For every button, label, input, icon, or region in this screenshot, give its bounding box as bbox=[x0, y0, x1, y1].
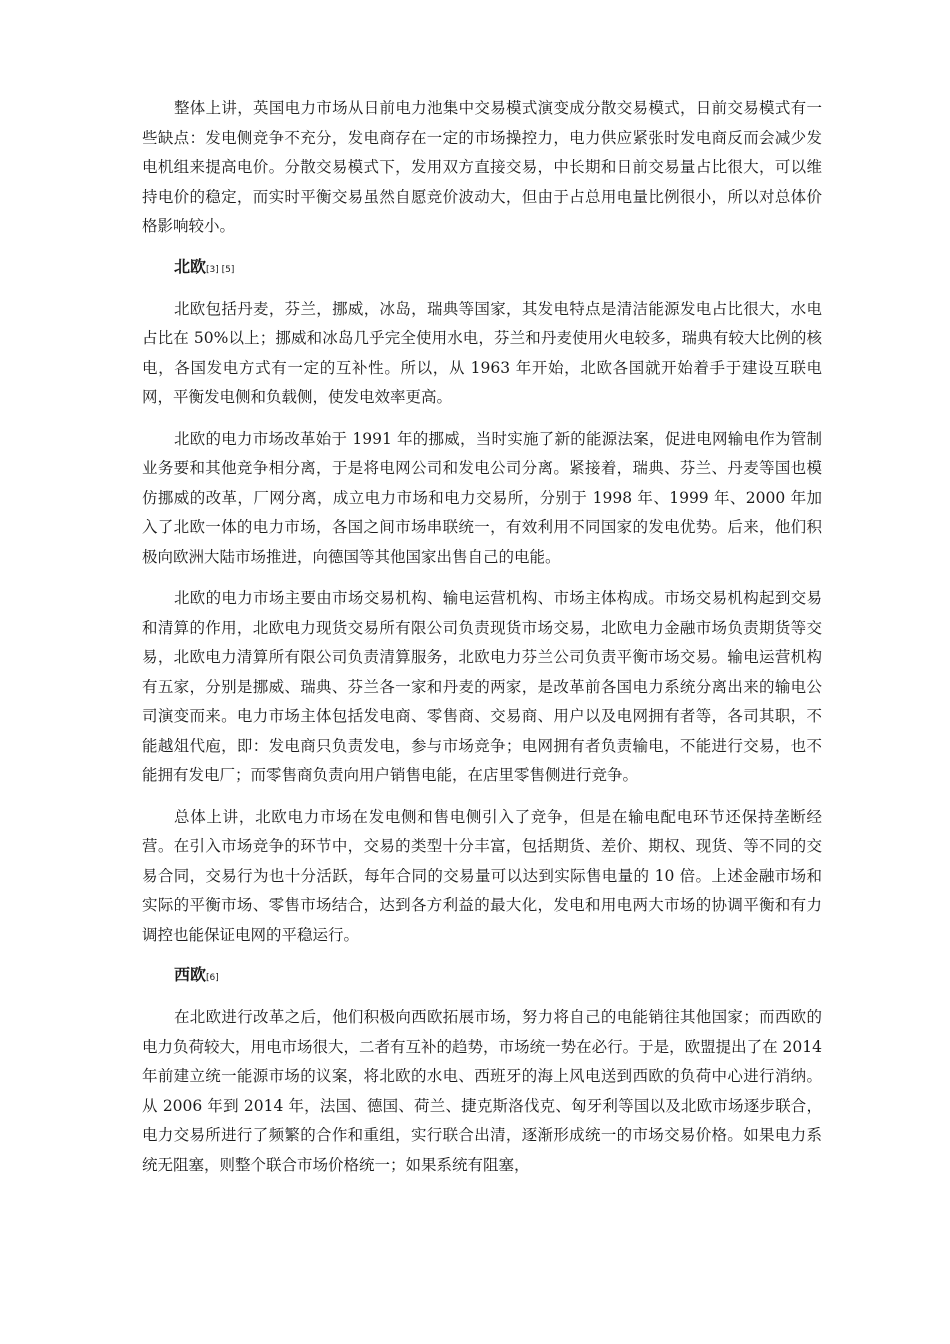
reference-marker: [6] bbox=[206, 973, 219, 983]
heading-text: 西欧 bbox=[174, 965, 207, 984]
document-page bbox=[142, 94, 822, 1192]
heading-text: 北欧 bbox=[174, 256, 207, 276]
paragraph-western-europe: 在北欧进行改革之后，他们积极向西欧拓展市场，努力将自己的电能销往其他国家；而西欧的电力负荷较大，用电市场很大，二者有互补的趋势，市场统一势在必行。于是，欧盟提出了在 2014 年前建立统一能源市场的议案，将北欧的水电、西班牙的海上风电送到西欧的负荷中心进行消纳。从 2006 年到 2014 年，法国、德国、荷兰、捷克斯洛伐克、匈牙利等国以及北欧市场逐步联合，电力交易所进行了频繁的合作和重组，实行联合出清，逐渐形成统一的市场交易价格。如果电力系统无阻塞，则整个联合市场价格统一；如果系统有阻塞， bbox=[142, 1008, 822, 1174]
paragraph-uk-summary: 整体上讲，英国电力市场从日前电力池集中交易模式演变成分散交易模式，日前交易模式有一些缺点：发电侧竞争不充分，发电商存在一定的市场操控力，电力供应紧张时发电商反而会减少发电机组来提高电价。分散交易模式下，发用双方直接交易，中长期和日前交易量占比很大，可以维持电价的稳定，而实时平衡交易虽然自愿竞价波动大，但由于占总用电量比例很小，所以对总体价格影响较小。 bbox=[142, 99, 822, 235]
reference-marker: [3] [5] bbox=[206, 264, 235, 275]
paragraph-nordic-intro: 北欧包括丹麦，芬兰，挪威，冰岛，瑞典等国家，其发电特点是清洁能源发电占比很大，水电占比在 50%以上；挪威和冰岛几乎完全使用水电，芬兰和丹麦使用火电较多，瑞典有较大比例的核电，各国发电方式有一定的互补性。所以，从 1963 年开始，北欧各国就开始着手于建设互联电网，平衡发电侧和负载侧，使发电效率更高。 bbox=[142, 299, 822, 406]
section-heading-nordic bbox=[174, 254, 822, 283]
paragraph-nordic-structure: 北欧的电力市场主要由市场交易机构、输电运营机构、市场主体构成。市场交易机构起到交易和清算的作用，北欧电力现货交易所有限公司负责现货市场交易，北欧电力金融市场负责期货等交易，北欧电力清算所有限公司负责清算服务，北欧电力芬兰公司负责平衡市场交易。输电运营机构有五家，分别是挪威、瑞典、芬兰各一家和丹麦的两家，是改革前各国电力系统分离出来的输电公司演变而来。电力市场主体包括发电商、零售商、交易商、用户以及电网拥有者等，各司其职，不能越俎代庖，即：发电商只负责发电，参与市场竞争；电网拥有者负责输电，不能进行交易，也不能拥有发电厂；而零售商负责向用户销售电能，在店里零售侧进行竞争。 bbox=[142, 589, 822, 784]
paragraph-nordic-reform: 北欧的电力市场改革始于 1991 年的挪威，当时实施了新的能源法案，促进电网输电作为管制业务要和其他竞争相分离，于是将电网公司和发电公司分离。紧接着，瑞典、芬兰、丹麦等国也模仿挪威的改革，厂网分离，成立电力市场和电力交易所，分别于 1998 年、1999 年、2000 年加入了北欧一体的电力市场，各国之间市场串联统一，有效利用不同国家的发电优势。后来，他们积极向欧洲大陆市场推进，向德国等其他国家出售自己的电能。 bbox=[142, 429, 822, 566]
section-heading-western-europe bbox=[174, 962, 822, 991]
paragraph-nordic-summary: 总体上讲，北欧电力市场在发电侧和售电侧引入了竞争，但是在输电配电环节还保持垄断经营。在引入市场竞争的环节中，交易的类型十分丰富，包括期货、差价、期权、现货、等不同的交易合同，交易行为也十分活跃，每年合同的交易量可以达到实际售电量的 10 倍。上述金融市场和实际的平衡市场、零售市场结合，达到各方利益的最大化，发电和用电两大市场的协调平衡和有力调控也能保证电网的平稳运行。 bbox=[142, 807, 822, 944]
